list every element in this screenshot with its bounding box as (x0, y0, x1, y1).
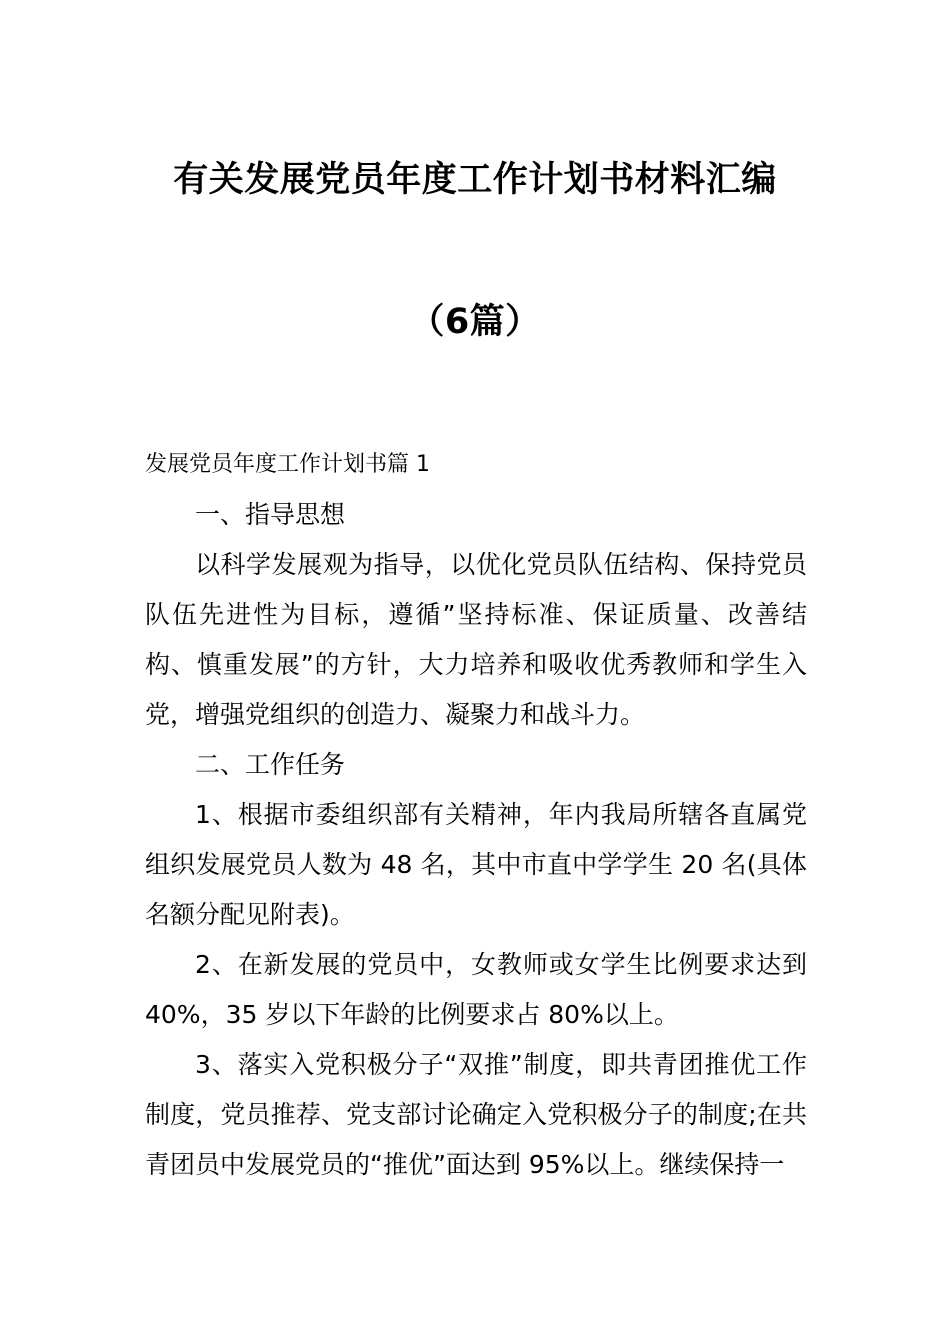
heading-guiding-ideology: 一、指导思想 (195, 500, 346, 529)
document-body (145, 440, 807, 1190)
paragraph-task-1: 1、根据市委组织部有关精神，年内我局所辖各直属党组织发展党员人数为 48 名，其中市直中学学生 20 名(具体名额分配见附表)。 (145, 800, 807, 929)
section-heading: 发展党员年度工作计划书篇 1 (145, 452, 430, 477)
heading-work-tasks: 二、工作任务 (195, 750, 346, 779)
document-title: 有关发展党员年度工作计划书材料汇编 (173, 160, 777, 200)
paragraph-task-3: 3、落实入党积极分子“双推”制度，即共青团推优工作制度，党员推荐、党支部讨论确定入党积极分子的制度;在共青团员中发展党员的“推优”面达到 95%以上。继续保持一 (145, 1050, 807, 1179)
paragraph-guiding-ideology: 以科学发展观为指导，以优化党员队伍结构、保持党员队伍先进性为目标，遵循”坚持标准、保证质量、改善结构、慎重发展”的方针，大力培养和吸收优秀教师和学生入党，增强党组织的创造力、凝聚力和战斗力。 (145, 550, 807, 729)
paragraph-task-2: 2、在新发展的党员中，女教师或女学生比例要求达到 40%，35 岁以下年龄的比例要求占 80%以上。 (145, 950, 807, 1029)
document-subtitle: （6篇） (409, 302, 541, 342)
